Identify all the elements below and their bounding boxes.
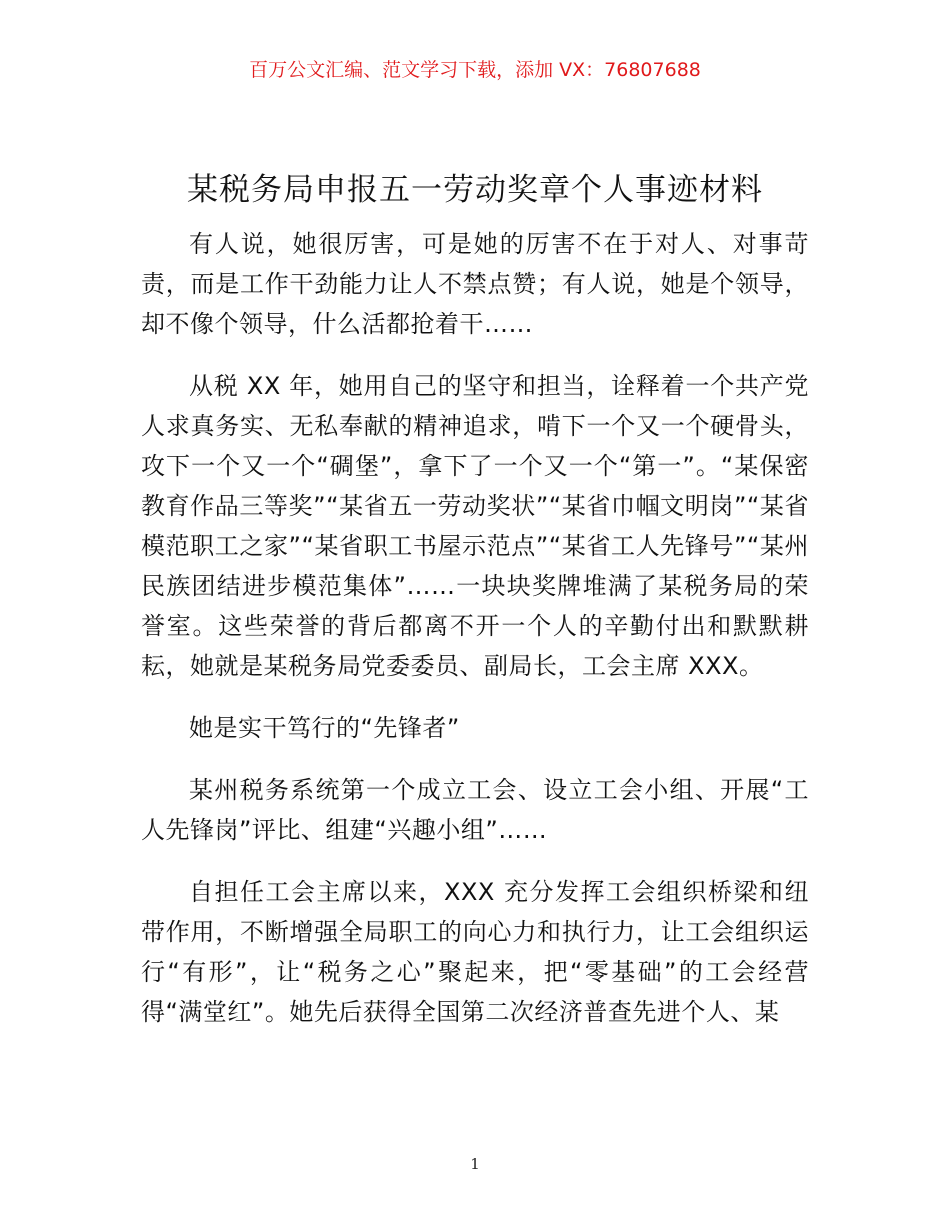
watermark-header: 百万公文汇编、范文学习下载，添加 VX：76807688 bbox=[249, 59, 701, 81]
paragraph: 从税 XX 年，她用自己的坚守和担当，诠释着一个共产党人求真务实、无私奉献的精神追求，啃下一个又一个硬骨头，攻下一个又一个“碉堡”，拿下了一个又一个“第一”。“某保密教育作品三等奖”“某省五一劳动奖状”“某省巾帼文明岗”“某省模范职工之家”“某省职工书屋示范点”“某省工人先锋号”“某州民族团结进步模范集体”……一块块奖牌堆满了某税务局的荣誉室。这些荣誉的背后都离不开一个人的辛勤付出和默默耕耘，她就是某税务局党委委员、副局长，工会主席 XXX。 bbox=[141, 372, 809, 680]
document-body bbox=[141, 224, 809, 1054]
document-title: 某税务局申报五一劳动奖章个人事迹材料 bbox=[187, 172, 763, 208]
paragraph: 有人说，她很厉害，可是她的厉害不在于对人、对事苛责，而是工作干劲能力让人不禁点赞；有人说，她是个领导，却不像个领导，什么活都抢着干…… bbox=[141, 230, 809, 338]
paragraph: 某州税务系统第一个成立工会、设立工会小组、开展“工人先锋岗”评比、组建“兴趣小组”…… bbox=[141, 776, 809, 844]
page-number: 1 bbox=[470, 1155, 480, 1173]
section-heading: 她是实干笃行的“先锋者” bbox=[189, 714, 460, 742]
paragraph: 自担任工会主席以来，XXX 充分发挥工会组织桥梁和纽带作用，不断增强全局职工的向心力和执行力，让工会组织运行“有形”，让“税务之心”聚起来，把“零基础”的工会经营得“满堂红”。她先后获得全国第二次经济普查先进个人、某 bbox=[141, 878, 809, 1026]
